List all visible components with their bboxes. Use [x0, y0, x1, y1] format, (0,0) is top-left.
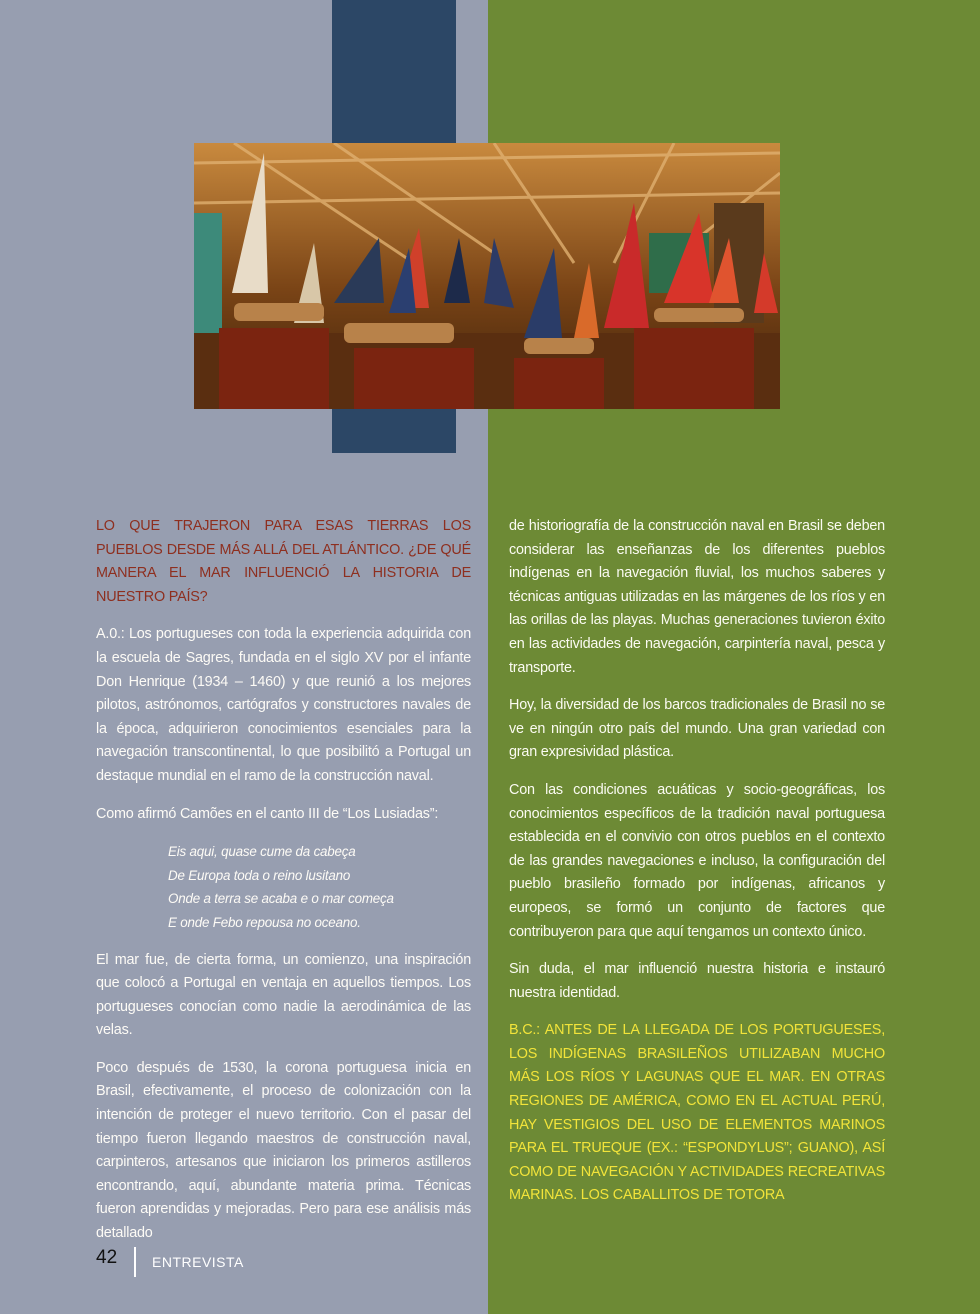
answer-paragraph-3: El mar fue, de cierta forma, un comienzo, una inspiración que colocó a Portugal en ventaja en aquellos tiempos. Los portugueses conocían como nadie la aerodinámica de las velas.	[96, 951, 471, 1039]
answer-paragraph-7: Con las condiciones acuáticas y socio-geográficas, los conocimientos específicos de la tradición naval portuguesa establecida en el convivio con otros pueblos en el contexto de las grandes navegaciones e incluso, la configuración del pueblo brasileño formado por indígenas, africanos y europeos, se formó un conjunto de factores que contribuyeron para que aquí tengamos un contexto único.	[509, 781, 885, 940]
section-label: ENTREVISTA	[152, 1254, 244, 1270]
question-heading-a: LO QUE TRAJERON PARA ESAS TIERRAS LOS PUEBLOS DESDE MÁS ALLÁ DEL ATLÁNTICO. ¿DE QUÉ MANERA EL MAR INFLUENCIÓ LA HISTORIA DE NUESTRO PAÍS?	[96, 518, 471, 605]
poem-quote	[168, 840, 471, 934]
poem-line: E onde Febo repousa no oceano.	[168, 914, 361, 930]
answer-paragraph-1: A.0.: Los portugueses con toda la experiencia adquirida con la escuela de Sagres, fundada en el siglo XV por el infante Don Henrique (1934 – 1460) y que reunió a los mejores pilotos, astrónomos, cartógrafos y constructores navales de la época, adquirieron conocimientos esenciales para la navegación transcontinental, lo que posibilitó a Portugal un destaque mundial en el ramo de la construcción naval.	[96, 626, 471, 784]
answer-paragraph-8: Sin duda, el mar influenció nuestra historia e instauró nuestra identidad.	[509, 961, 885, 1001]
page-number: 42	[96, 1247, 118, 1268]
right-column	[509, 515, 885, 1222]
footer-divider	[134, 1247, 136, 1277]
question-heading-b: B.C.: ANTES DE LA LLEGADA DE LOS PORTUGUESES, LOS INDÍGENAS BRASILEÑOS UTILIZABAN MUCHO MÁS LOS RÍOS Y LAGUNAS QUE EL MAR. EN OTRAS REGIONES DE AMÉRICA, COMO EN EL ACTUAL PERÚ, HAY VESTIGIOS DEL USO DE ELEMENTOS MARINOS PARA EL TRUEQUE (EX.: “ESPONDYLUS”; GUANO), ASÍ COMO DE NAVEGACIÓN Y ACTIVIDADES RECREATIVAS MARINAS. LOS CABALLITOS DE TOTORA	[509, 1022, 885, 1204]
poem-line: De Europa toda o reino lusitano	[168, 867, 351, 883]
answer-paragraph-6: Hoy, la diversidad de los barcos tradicionales de Brasil no se ve en ningún otro país del mundo. Una gran variedad con gran expresividad plástica.	[509, 697, 885, 761]
poem-line: Eis aqui, quase cume da cabeça	[168, 844, 356, 860]
answer-paragraph-2: Como afirmó Camões en el canto III de “Los Lusiadas”:	[96, 805, 439, 822]
museum-boats-photo	[194, 143, 780, 409]
left-column	[96, 515, 471, 1260]
poem-line: Onde a terra se acaba e o mar começa	[168, 891, 394, 907]
answer-paragraph-5: de historiografía de la construcción naval en Brasil se deben considerar las enseñanzas de los diferentes pueblos indígenas en la navegación fluvial, los muchos saberes y técnicas antiguas utilizadas en las márgenes de los ríos y en las orillas de las playas. Muchas generaciones tuvieron éxito en las actividades de navegación, carpintería naval, pesca y transporte.	[509, 518, 885, 676]
answer-paragraph-4: Poco después de 1530, la corona portuguesa inicia en Brasil, efectivamente, el proceso de colonización con la intención de proteger el nuevo territorio. Con el pasar del tiempo fueron llegando maestros de construcción naval, carpinteros, artesanos que iniciaron los primeros astilleros encontrando, aquí, abundante materia prima. Técnicas fueron aprendidas y mejoradas. Pero para ese análisis más detallado	[96, 1059, 471, 1242]
